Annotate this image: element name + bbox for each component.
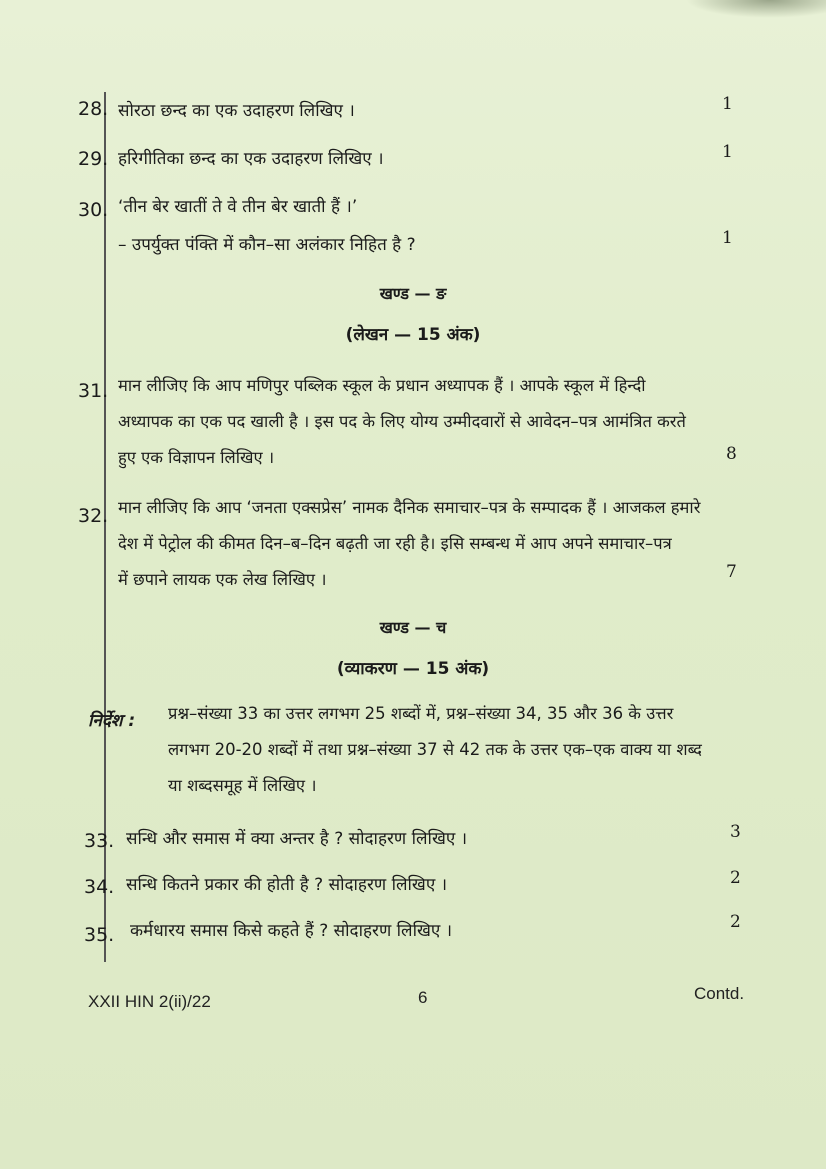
instruction-line-2: लगभग 20-20 शब्दों में तथा प्रश्न–संख्या 37 से 42 तक के उत्तर एक–एक वाक्य या शब्द (168, 740, 702, 759)
question-28-marks: 1 (722, 94, 733, 114)
page-number: 6 (418, 988, 428, 1007)
question-31-marks: 8 (726, 444, 737, 464)
question-31-line-2: अध्यापक का एक पद खाली है । इस पद के लिए योग्य उम्मीदवारों से आवेदन–पत्र आमंत्रित करते (118, 412, 686, 431)
question-34-marks: 2 (730, 868, 741, 888)
section-e-title: खण्ड — ङ (379, 284, 447, 303)
page-corner-shadow (686, 0, 826, 18)
section-f-title: खण्ड — च (379, 618, 447, 637)
question-33-text: सन्धि और समास में क्या अन्तर है ? सोदाहरण लिखिए । (126, 829, 468, 849)
question-30-number: 30. (78, 199, 109, 221)
instruction-line-3: या शब्दसमूह में लिखिए । (168, 776, 317, 795)
instruction-label: निर्देश : (88, 711, 136, 731)
question-29-marks: 1 (722, 142, 733, 162)
question-35-marks: 2 (730, 912, 741, 932)
question-32-line-2: देश में पेट्रोल की कीमत दिन–ब–दिन बढ़ती जा रही है। इसि सम्बन्ध में आप अपने समाचार–पत्र (118, 534, 672, 553)
question-32-number: 32. (78, 505, 109, 527)
question-28-number: 28. (78, 98, 109, 120)
question-34-number: 34. (84, 876, 115, 898)
question-29-number: 29. (78, 148, 109, 170)
question-32-line-1: मान लीजिए कि आप ‘जनता एक्सप्रेस’ नामक दैनिक समाचार–पत्र के सम्पादक हैं । आजकल हमारे (118, 498, 701, 517)
continued-label: Contd. (694, 984, 745, 1003)
question-35-number: 35. (84, 924, 115, 946)
paper-code: XXII HIN 2(ii)/22 (88, 992, 211, 1011)
instruction-text (168, 696, 702, 804)
question-30-line-2: – उपर्युक्त पंक्ति में कौन–सा अलंकार निहित है ? (118, 235, 416, 255)
question-35-text: कर्मधारय समास किसे कहते हैं ? सोदाहरण लिखिए । (130, 921, 453, 941)
question-30-line-1: ‘तीन बेर खातीं ते वे तीन बेर खाती हैं ।’ (118, 197, 358, 217)
question-31-number: 31. (78, 380, 109, 402)
section-e-subtitle: (लेखन — 15 अंक) (345, 325, 481, 345)
question-32-marks: 7 (726, 562, 737, 582)
question-31-text (118, 368, 686, 476)
question-34-text: सन्धि कितने प्रकार की होती है ? सोदाहरण लिखिए । (126, 875, 448, 895)
question-32-line-3: में छपाने लायक एक लेख लिखिए । (118, 570, 327, 589)
question-30-marks: 1 (722, 228, 733, 248)
section-f-subtitle: (व्याकरण — 15 अंक) (336, 659, 490, 679)
question-29-text: हरिगीतिका छन्द का एक उदाहरण लिखिए । (118, 149, 384, 169)
question-32-text (118, 490, 700, 598)
instruction-line-1: प्रश्न–संख्या 33 का उत्तर लगभग 25 शब्दों में, प्रश्न–संख्या 34, 35 और 36 के उत्तर (168, 704, 674, 723)
question-33-marks: 3 (730, 822, 741, 842)
question-28-text: सोरठा छन्द का एक उदाहरण लिखिए । (118, 101, 355, 121)
question-31-line-1: मान लीजिए कि आप मणिपुर पब्लिक स्कूल के प्रधान अध्यापक हैं । आपके स्कूल में हिन्दी (118, 376, 646, 395)
question-33-number: 33. (84, 830, 115, 852)
question-31-line-3: हुए एक विज्ञापन लिखिए । (118, 448, 275, 467)
